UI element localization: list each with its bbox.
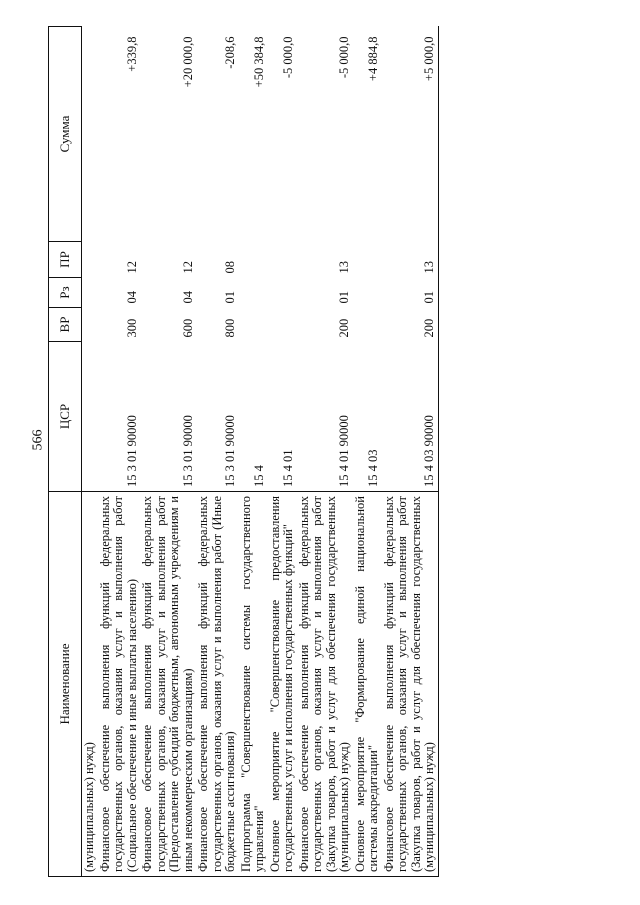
cell-sum <box>82 27 98 242</box>
table-row <box>98 27 141 877</box>
cell-csr: 15 4 03 <box>366 449 380 487</box>
cell-sum: +50 384,8 <box>252 36 266 88</box>
cell-rz: 01 <box>337 291 351 304</box>
cell-pr: 08 <box>223 261 237 274</box>
cell-name <box>297 492 353 877</box>
cell-pr: 13 <box>382 242 439 278</box>
cell-name <box>82 492 98 877</box>
cell-rz <box>239 278 268 308</box>
row-name-text: (муниципальных) нужд) <box>82 742 96 872</box>
cell-vr: 800 <box>223 318 237 338</box>
cell-sum: +4 884,8 <box>366 36 380 82</box>
cell-name <box>140 492 196 877</box>
cell-vr <box>239 308 268 342</box>
cell-rz: 04 <box>124 291 139 304</box>
cell-name <box>239 492 268 877</box>
cell-vr <box>353 308 382 342</box>
cell-csr: 15 4 01 <box>281 449 295 487</box>
table-row <box>239 27 268 877</box>
cell-sum: -5 000,0 <box>337 36 351 79</box>
table-row <box>196 27 239 877</box>
table-row <box>297 27 353 877</box>
cell-rz: 04 <box>180 291 195 304</box>
budget-table <box>48 26 439 877</box>
cell-csr: 15 3 01 90000 <box>223 415 237 487</box>
header-vr: ВР <box>49 308 82 342</box>
table-row <box>353 27 382 877</box>
cell-csr: 15 3 01 90000 <box>180 415 195 487</box>
cell-vr <box>268 308 297 342</box>
cell-name <box>268 492 297 877</box>
header-name: Наименование <box>49 492 82 877</box>
cell-vr: 600 <box>180 318 195 338</box>
row-name-text: Финансовое обеспечение выполнения функций федеральных государственных органов, оказания услуг и выполнения работ (Иные бюджетные ассигнования) <box>196 496 237 872</box>
cell-rz: 01 <box>223 291 237 304</box>
table-row <box>82 27 98 877</box>
cell-pr: 12 <box>124 261 139 274</box>
cell-vr: 200 <box>382 308 439 342</box>
cell-pr <box>353 242 382 278</box>
row-name-text: Подпрограмма "Совершенствование системы государственного управления" <box>238 496 266 872</box>
page-number-wrap <box>28 429 49 451</box>
cell-sum: -208,6 <box>223 36 237 69</box>
cell-sum: -5 000,0 <box>281 36 295 79</box>
cell-pr <box>268 242 297 278</box>
cell-name <box>382 492 439 877</box>
rotated-sheet <box>48 27 603 877</box>
cell-name <box>196 492 239 877</box>
table-row <box>140 27 196 877</box>
cell-sum: +20 000,0 <box>180 36 195 88</box>
cell-vr: 300 <box>124 318 139 338</box>
cell-name <box>353 492 382 877</box>
header-csr: ЦСР <box>49 342 82 492</box>
row-name-text: Основное мероприятие "Формирование единой национальной системы аккредитации" <box>352 496 380 872</box>
table-row <box>382 27 439 877</box>
row-name-text: Финансовое обеспечение выполнения функций федеральных государственных органов, оказания услуг и выполнения работ (Социальное обеспечение и иные выплаты населению) <box>97 496 139 872</box>
row-name-text: Финансовое обеспечение выполнения функций федеральных государственных органов, оказания услуг и выполнения работ (Закупка товаров, работ и услуг для обеспечения государственных (муниципальных) нужд) <box>296 496 351 872</box>
cell-csr: 15 4 01 90000 <box>337 415 351 487</box>
cell-vr: 200 <box>337 318 351 338</box>
table-header-row <box>49 27 82 877</box>
cell-name <box>98 492 141 877</box>
row-name-text: Основное мероприятие "Совершенствование предоставления государственных услуг и исполнения государственных функций" <box>267 496 295 872</box>
cell-rz <box>268 278 297 308</box>
header-rz: Рз <box>49 278 82 308</box>
cell-csr <box>82 342 98 492</box>
cell-sum: +339,8 <box>124 36 139 72</box>
page-number: 566 <box>30 429 46 451</box>
cell-vr <box>82 308 98 342</box>
cell-csr: 15 4 <box>252 465 266 487</box>
cell-rz <box>82 278 98 308</box>
cell-rz <box>353 278 382 308</box>
row-name-text: Финансовое обеспечение выполнения функций федеральных государственных органов, оказания услуг и выполнения работ (Закупка товаров, работ и услуг для обеспечения государственных (муниципальных) нужд) <box>381 496 436 872</box>
cell-pr <box>239 242 268 278</box>
header-pr: ПР <box>49 242 82 278</box>
table-row <box>268 27 297 877</box>
cell-pr: 12 <box>180 261 195 274</box>
cell-csr: 15 4 03 90000 <box>382 342 439 492</box>
cell-rz: 01 <box>382 278 439 308</box>
cell-sum: +5 000,0 <box>382 27 439 242</box>
cell-pr <box>82 242 98 278</box>
cell-csr: 15 3 01 90000 <box>124 415 139 487</box>
header-sum: Сумма <box>49 27 82 242</box>
cell-pr: 13 <box>337 261 351 274</box>
row-name-text: Финансовое обеспечение выполнения функций федеральных государственных органов, оказания услуг и выполнения работ (Предоставление субсидий бюджетным, автономным учреждениям и иным некоммерческим организациям) <box>140 496 195 872</box>
